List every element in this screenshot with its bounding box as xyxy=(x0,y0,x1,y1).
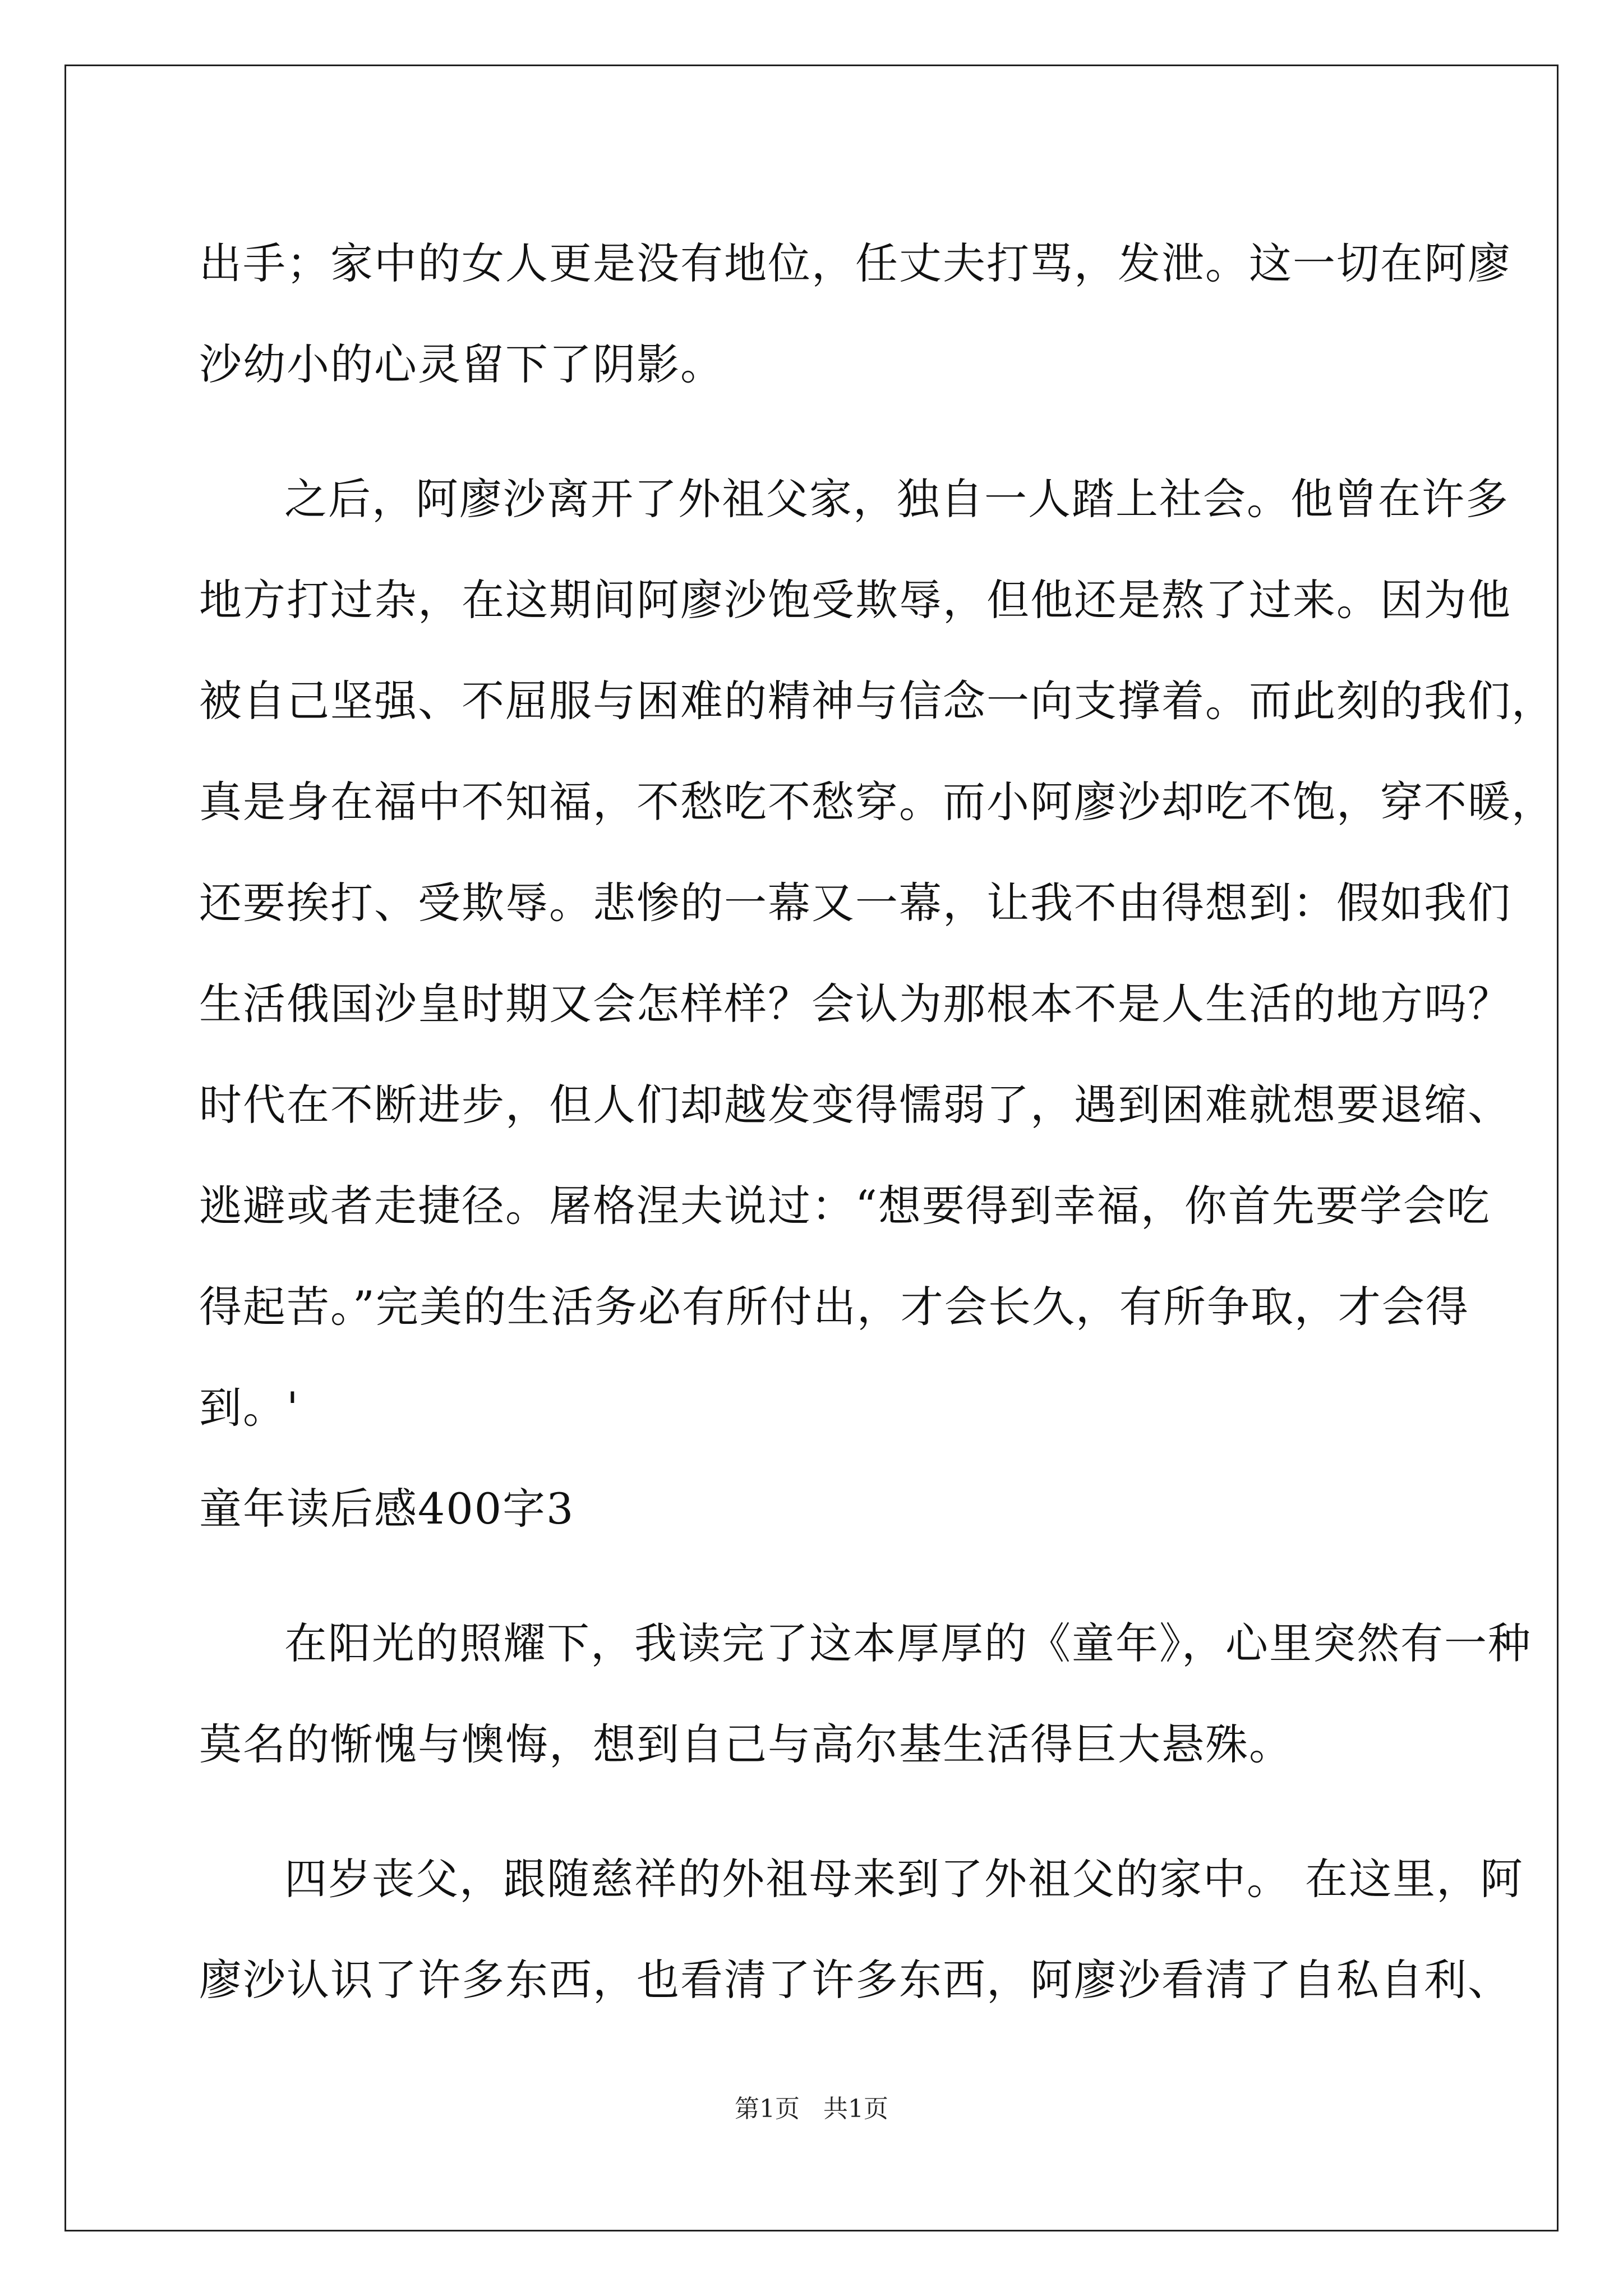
text-line: 在阳光的照耀下，我读完了这本厚厚的《童年》，心里突然有一种 xyxy=(284,1618,1532,1668)
text-line: 地方打过杂，在这期间阿廖沙饱受欺辱，但他还是熬了过来。因为他 xyxy=(199,575,1511,625)
text-line: 四岁丧父，跟随慈祥的外祖母来到了外祖父的家中。 在这里，阿 xyxy=(284,1854,1524,1904)
paragraph-1 xyxy=(199,213,1511,415)
document-body xyxy=(199,213,1555,2031)
text-line: 被自己坚强、不屈服与困难的精神与信念一向支撑着。而此刻的我们， xyxy=(199,676,1555,726)
paragraph-3 xyxy=(199,1593,1532,1795)
text-line: 真是身在福中不知福，不愁吃不愁穿。而小阿廖沙却吃不饱，穿不暖， xyxy=(199,777,1555,827)
paragraph-2 xyxy=(199,449,1555,1458)
page-number-footer: 第1页 共1页 xyxy=(735,2095,888,2123)
text-line: 得起苦。”完美的生活务必有所付出，才会长久，有所争取，才会得 xyxy=(199,1282,1469,1332)
text-line: 之后，阿廖沙离开了外祖父家，独自一人踏上社会。他曾在许多 xyxy=(284,474,1509,524)
text-line: 莫名的惭愧与懊悔，想到自己与高尔基生活得巨大悬殊。 xyxy=(199,1719,1293,1769)
section-title: 童年读后感400字3 xyxy=(199,1484,575,1534)
text-line: 逃避或者走捷径。屠格涅夫说过：“想要得到幸福，你首先要学会吃 xyxy=(199,1181,1491,1231)
text-line: 廖沙认识了许多东西，也看清了许多东西，阿廖沙看清了自私自利、 xyxy=(199,1955,1511,2005)
text-line: 到。' xyxy=(199,1383,299,1433)
text-line: 沙幼小的心灵留下了阴影。 xyxy=(199,339,724,389)
text-line: 出手；家中的女人更是没有地位，任丈夫打骂，发泄。这一切在阿廖 xyxy=(199,238,1511,288)
paragraph-4 xyxy=(199,1829,1524,2031)
text-line: 时代在不断进步，但人们却越发变得懦弱了，遇到困难就想要退缩、 xyxy=(199,1080,1511,1130)
text-line: 还要挨打、受欺辱。悲惨的一幕又一幕，让我不由得想到：假如我们 xyxy=(199,878,1511,928)
text-line: 生活俄国沙皇时期又会怎样样？会认为那根本不是人生活的地方吗？ xyxy=(199,979,1511,1029)
